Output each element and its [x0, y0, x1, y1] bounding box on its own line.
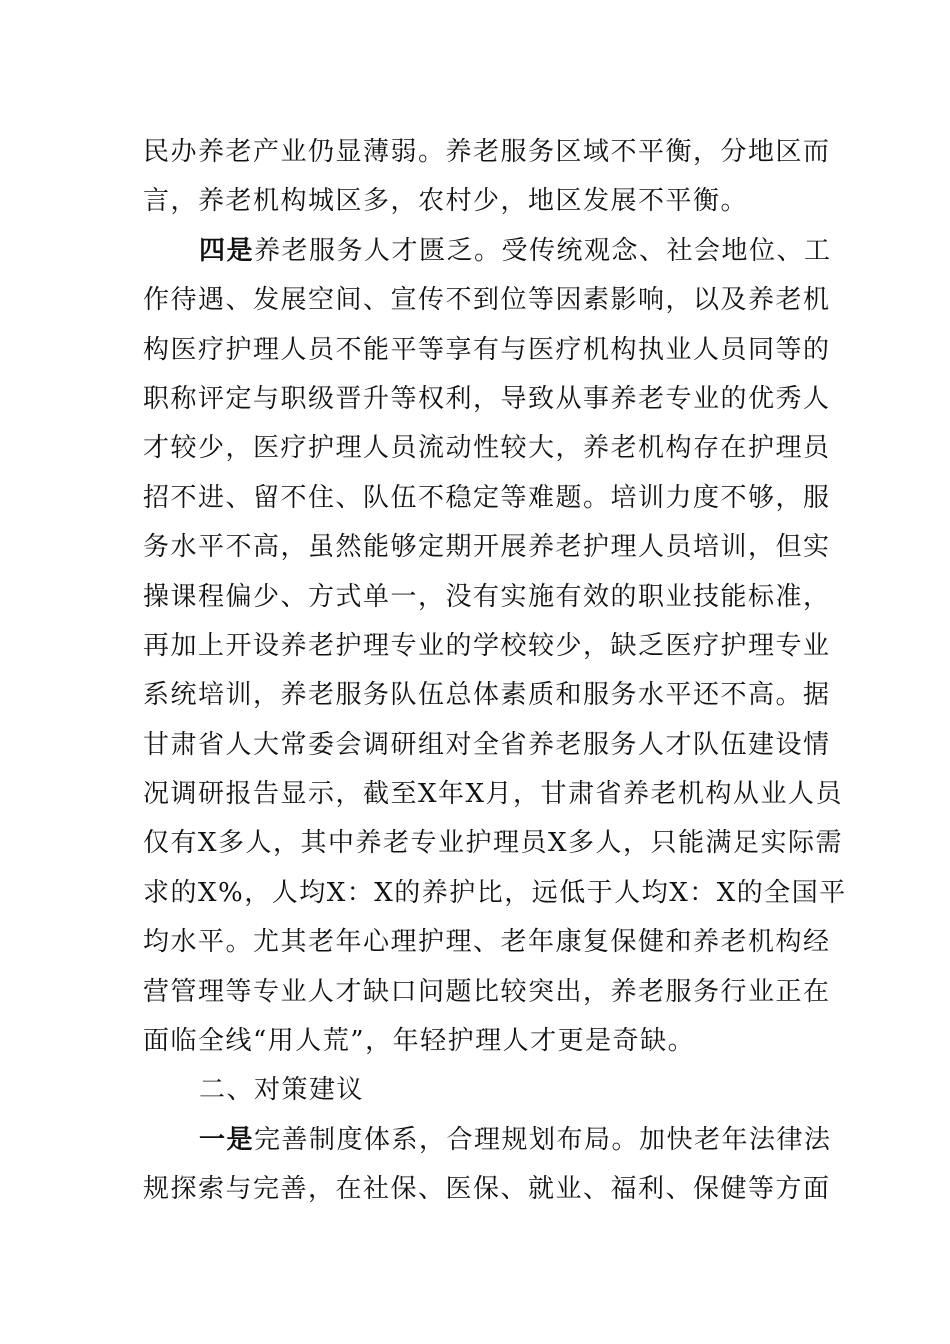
paragraph-text: 完善制度体系，合理规划布局。加快老年法律法	[254, 1124, 832, 1155]
paragraph-line: 作待遇、发展空间、宣传不到位等因素影响，以及养老机	[143, 285, 831, 316]
paragraph-text: 养老服务人才匮乏。受传统观念、社会地位、工	[254, 235, 832, 266]
section-heading: 二、对策建议	[199, 1075, 365, 1106]
paragraph-line: 职称评定与职级晋升等权利，导致从事养老专业的优秀人	[143, 383, 831, 414]
paragraph-line: 才较少，医疗护理人员流动性较大，养老机构存在护理员	[143, 433, 831, 464]
paragraph-line: 务水平不高，虽然能够定期开展养老护理人员培训，但实	[143, 532, 831, 563]
paragraph-line: 甘肃省人大常委会调研组对全省养老服务人才队伍建设情	[143, 729, 831, 760]
paragraph-line: 再加上开设养老护理专业的学校较少，缺乏医疗护理专业	[143, 630, 831, 661]
paragraph-line: 规探索与完善，在社保、医保、就业、福利、保健等方面	[143, 1174, 831, 1205]
paragraph-line: 操课程偏少、方式单一，没有实施有效的职业技能标准，	[143, 581, 831, 612]
paragraph-line: 面临全线“用人荒”，年轻护理人才更是奇缺。	[143, 1026, 696, 1057]
paragraph-line: 营管理等专业人才缺口问题比较突出，养老服务行业正在	[143, 976, 831, 1007]
paragraph-line: 言，养老机构城区多，农村少，地区发展不平衡。	[143, 186, 749, 217]
paragraph-first-line	[143, 1116, 832, 1165]
paragraph-line: 均水平。尤其老年心理护理、老年康复保健和养老机构经	[143, 927, 831, 958]
bold-lead-text: 一是	[199, 1124, 255, 1155]
paragraph-line: 招不进、留不住、队伍不稳定等难题。培训力度不够，服	[143, 482, 831, 513]
paragraph-line: 求的X%，人均X：X的养护比，远低于人均X：X的全国平	[143, 877, 847, 908]
paragraph-line: 系统培训，养老服务队伍总体素质和服务水平还不高。据	[143, 680, 831, 711]
bold-lead-text: 四是	[199, 235, 255, 266]
paragraph-line: 民办养老产业仍显薄弱。养老服务区域不平衡，分地区而	[143, 137, 831, 167]
paragraph-line: 构医疗护理人员不能平等享有与医疗机构执业人员同等的	[143, 334, 831, 365]
paragraph-line: 况调研报告显示，截至X年X月，甘肃省养老机构从业人员	[143, 779, 844, 810]
document-body	[143, 128, 847, 1215]
paragraph-first-line	[143, 227, 832, 276]
paragraph-line: 仅有X多人，其中养老专业护理员X多人，只能满足实际需	[143, 828, 844, 859]
